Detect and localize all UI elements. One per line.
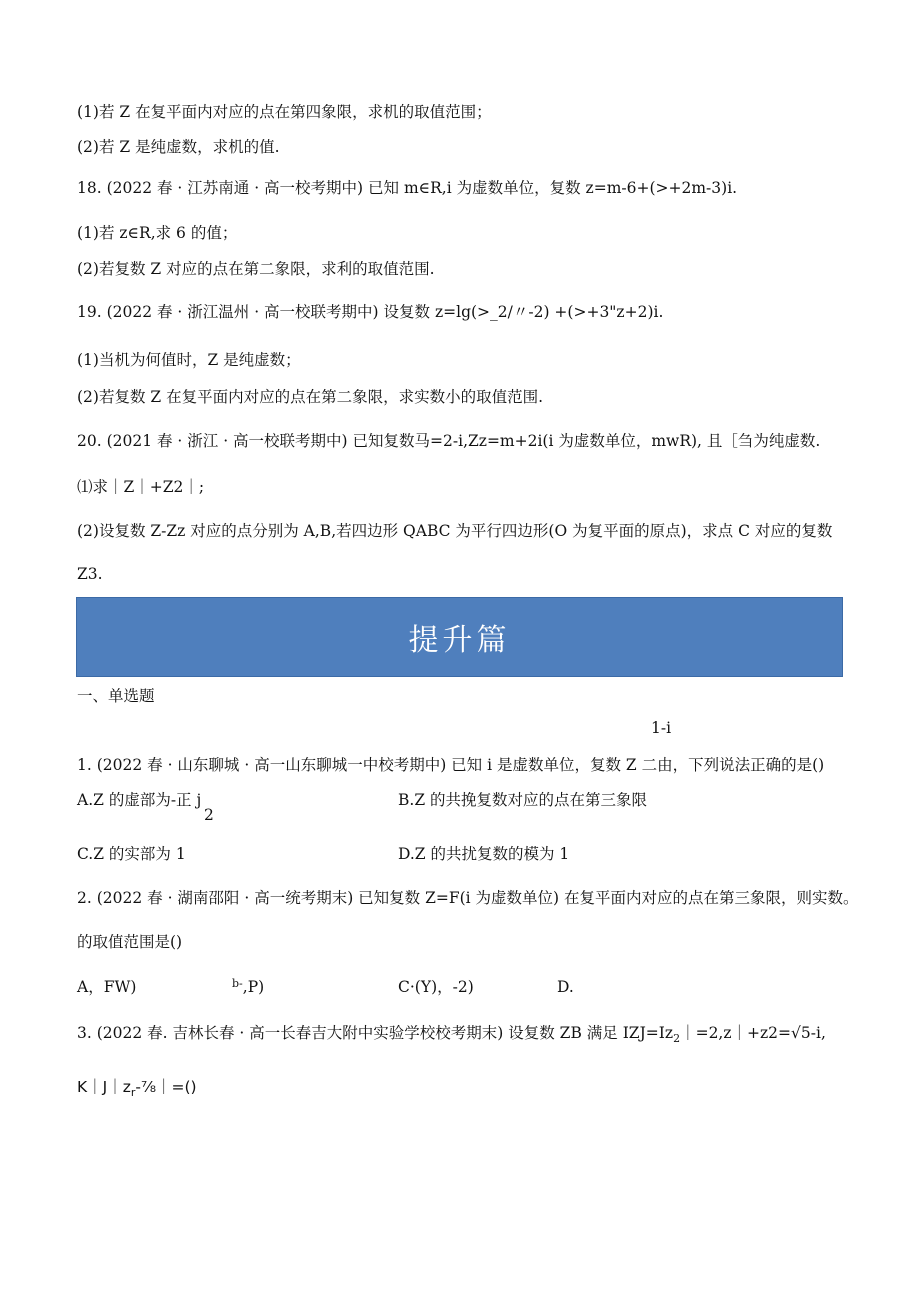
question-2-stem: 2. (2022 春 · 湖南邵阳 · 高一统考期末) 已知复数 Z=F(i 为虚数单位) 在复平面内对应的点在第三象限，则实数。 bbox=[77, 889, 859, 907]
question-2-option-b-text: ,P) bbox=[242, 978, 265, 996]
question-3-expr: K｜J｜z bbox=[77, 1078, 131, 1096]
question-2-option-c: C·(Y)，-2) bbox=[398, 978, 474, 996]
question-17-part-1: (1)若 Z 在复平面内对应的点在第四象限，求机的取值范围； bbox=[77, 103, 492, 121]
question-17-part-2: (2)若 Z 是纯虚数，求机的值. bbox=[77, 138, 280, 156]
question-1-option-a-denominator: 2 bbox=[204, 806, 214, 824]
question-1-option-b: B.Z 的共挽复数对应的点在第三象限 bbox=[398, 791, 648, 809]
question-3-stem-text-2: ｜=2,z｜+z2=√5-i, bbox=[680, 1024, 826, 1042]
question-3-stem-cont bbox=[77, 1077, 197, 1099]
question-1-option-a: A.Z 的虚部为-正 j bbox=[77, 791, 202, 809]
question-2-stem-cont: 的取值范围是() bbox=[77, 933, 183, 951]
fraction-numerator: 1-i bbox=[651, 719, 672, 737]
question-20-part-1: ⑴求｜Z｜+Z2｜; bbox=[77, 478, 205, 496]
question-20-stem: 20. (2021 春 · 浙江 · 高一校联考期中) 已知复数马=2-i,Zz=m+2i(i 为虚数单位，mwR), 且［刍为纯虚数. bbox=[77, 432, 821, 450]
question-20-part-2-cont: Z3. bbox=[77, 565, 103, 583]
section-banner bbox=[76, 597, 843, 677]
question-3-stem bbox=[77, 1023, 826, 1045]
question-18-part-1: (1)若 z∈R,求 6 的值； bbox=[77, 224, 238, 242]
question-19-part-2: (2)若复数 Z 在复平面内对应的点在第二象限，求实数小的取值范围. bbox=[77, 388, 544, 406]
section-heading-single-choice: 一、单选题 bbox=[77, 687, 155, 705]
question-2-option-b bbox=[232, 977, 264, 999]
question-3-expr-sub: r bbox=[130, 1086, 136, 1099]
question-19-stem: 19. (2022 春 · 浙江温州 · 高一校联考期中) 设复数 z=lg(>_2/〃-2) +(>+3"z+2)i. bbox=[77, 303, 664, 321]
section-banner-title: 提升篇 bbox=[408, 623, 511, 658]
question-1-stem: 1. (2022 春 · 山东聊城 · 高一山东聊城一中校考期中) 已知 i 是虚数单位，复数 Z 二由，下列说法正确的是() bbox=[77, 756, 825, 774]
question-18-part-2: (2)若复数 Z 对应的点在第二象限，求利的取值范围. bbox=[77, 260, 435, 278]
question-2-option-d: D. bbox=[557, 978, 574, 996]
question-20-part-2: (2)设复数 Z-Zz 对应的点分别为 A,B,若四边形 QABC 为平行四边形(O 为复平面的原点)，求点 C 对应的复数 bbox=[77, 522, 833, 540]
question-2-option-a: A，FW) bbox=[77, 978, 137, 996]
question-1-option-c: C.Z 的实部为 1 bbox=[77, 845, 186, 863]
question-19-part-1: (1)当机为何值时，Z 是纯虚数； bbox=[77, 351, 301, 369]
question-18-stem: 18. (2022 春 · 江苏南通 · 高一校考期中) 已知 m∈R,i 为虚数单位，复数 z=m-6+(>+2m-3)i. bbox=[77, 179, 738, 197]
question-3-expr-2: -⅞｜=() bbox=[135, 1078, 197, 1096]
question-2-option-b-sup: b- bbox=[232, 977, 243, 990]
question-1-option-d: D.Z 的共扰复数的模为 1 bbox=[398, 845, 570, 863]
question-3-stem-text: 3. (2022 春. 吉林长春 · 高一长春吉大附中实验学校校考期末) 设复数 ZB 满足 IZJ=Iz bbox=[77, 1024, 674, 1042]
question-3-stem-sub: 2 bbox=[673, 1032, 681, 1045]
